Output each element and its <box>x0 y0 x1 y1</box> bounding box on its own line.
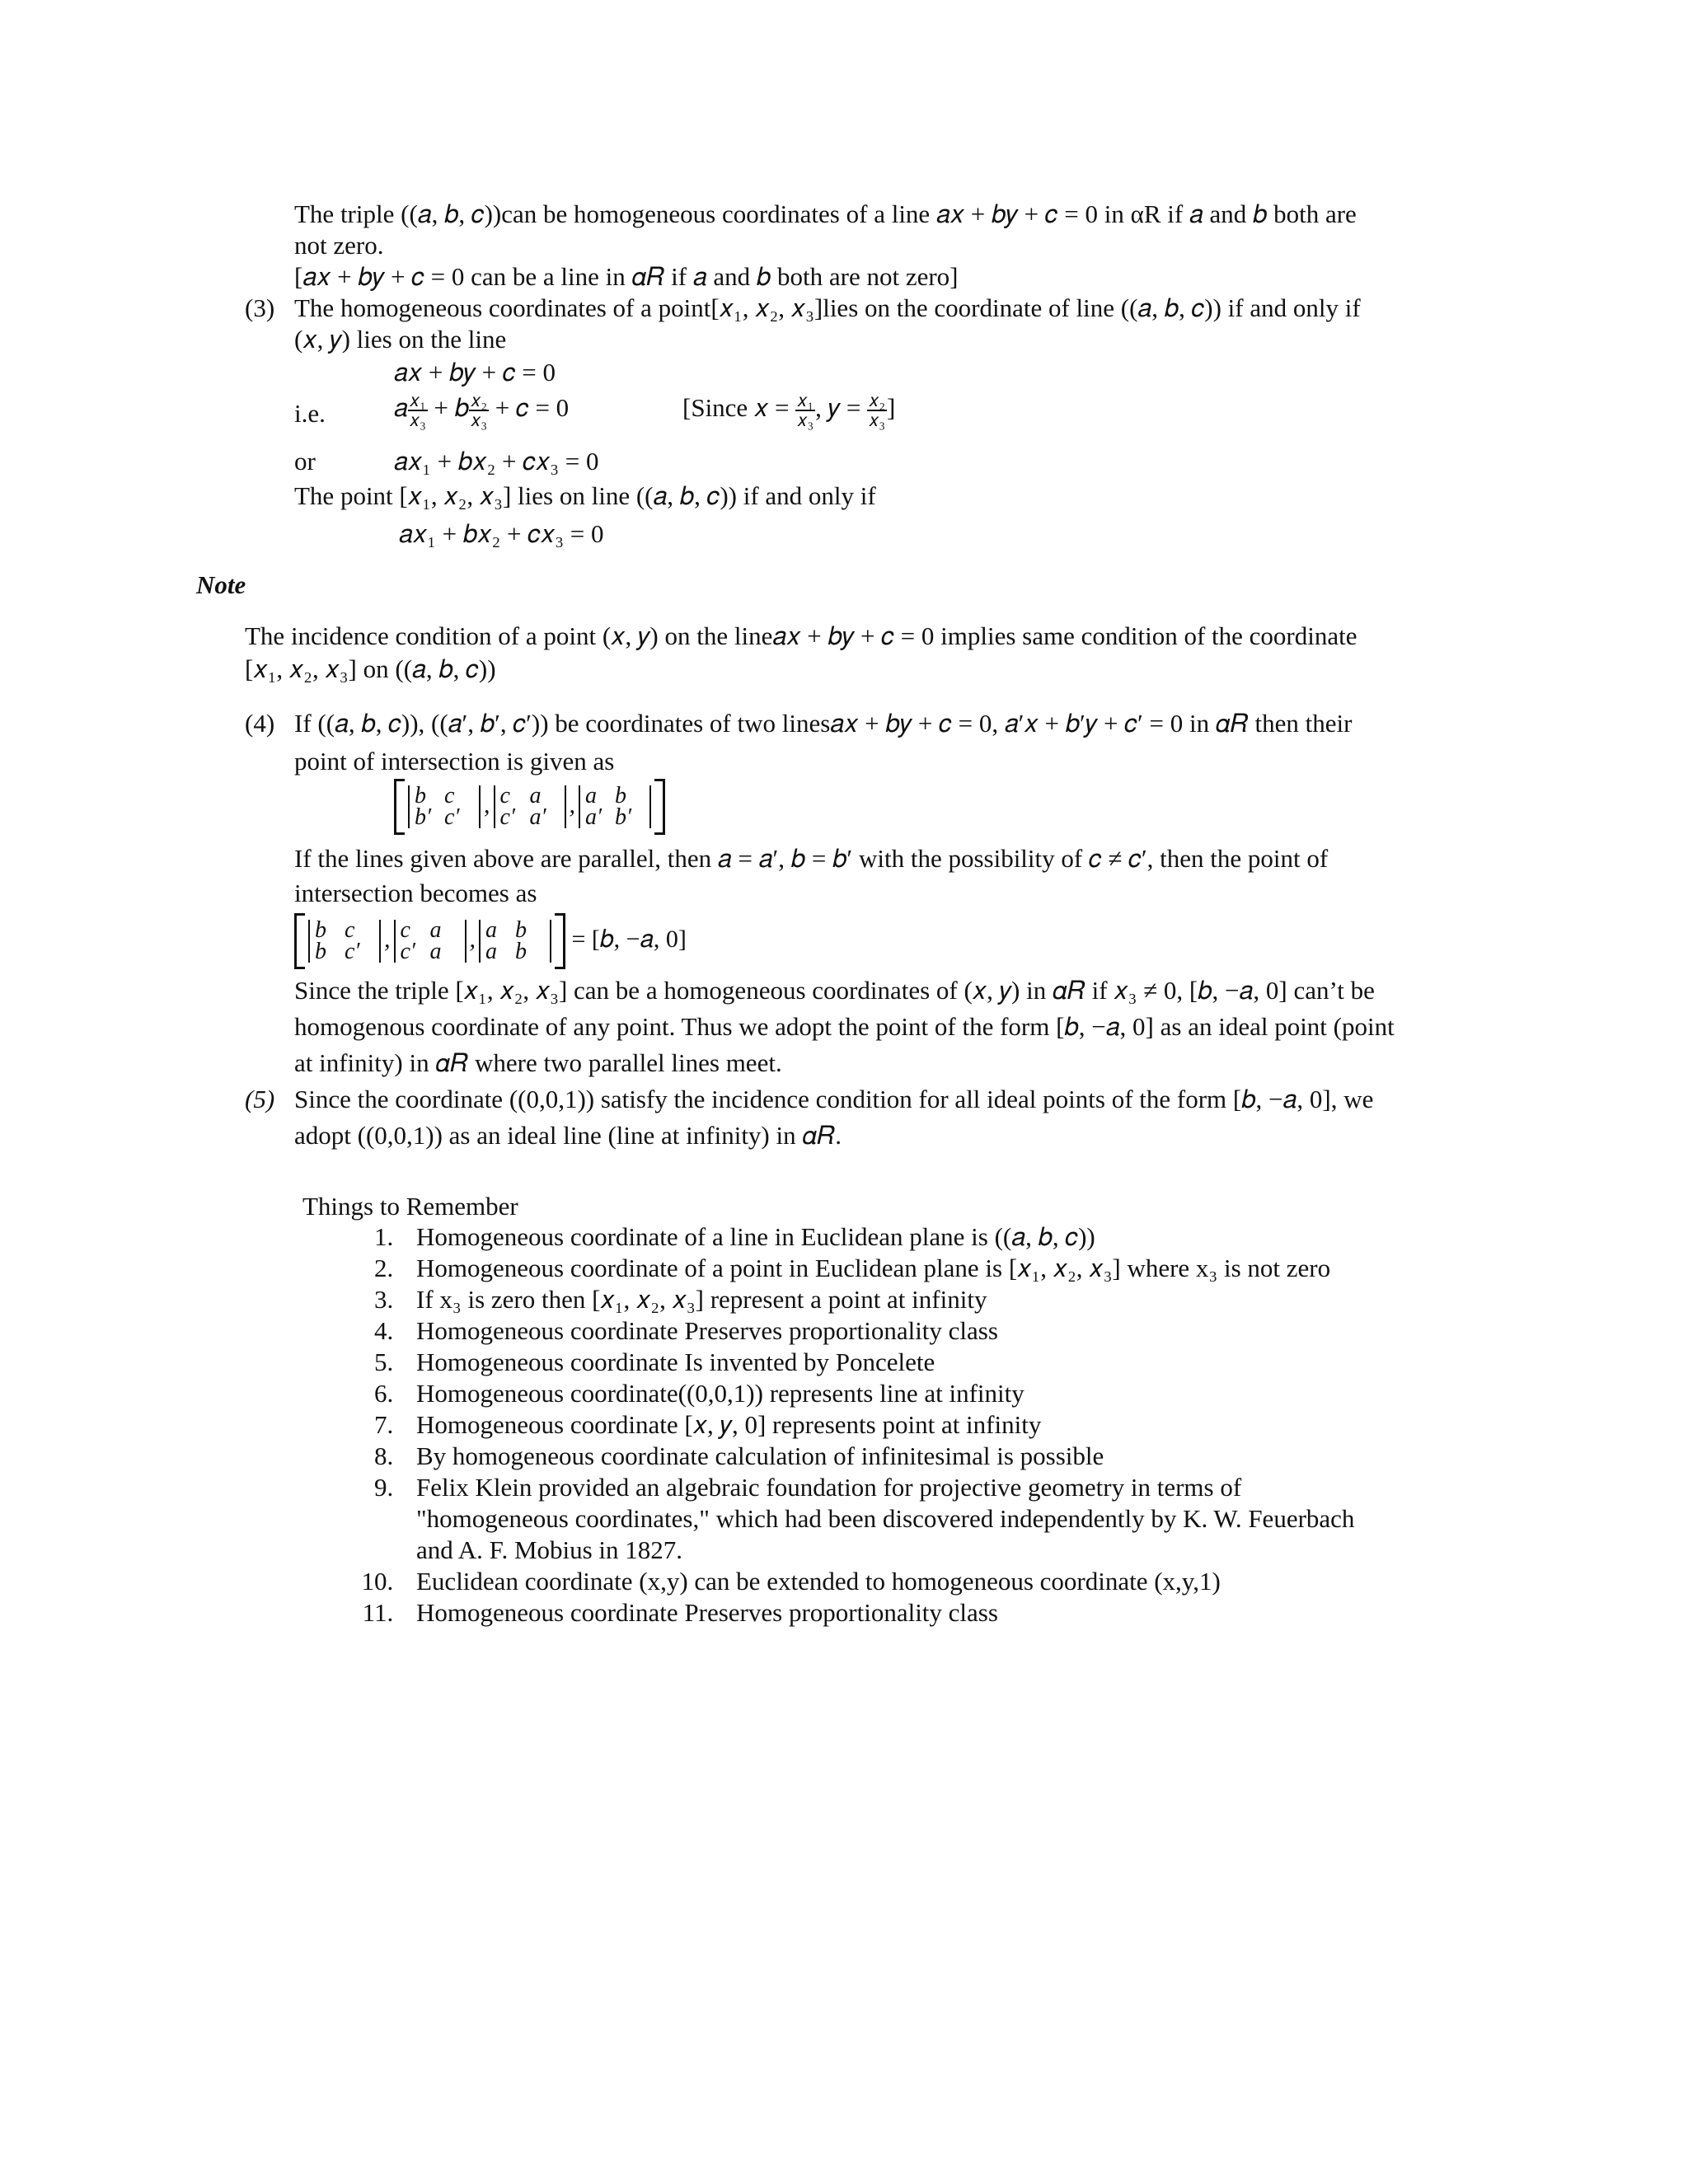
cell: b <box>515 917 527 943</box>
since-note <box>682 391 895 429</box>
denominator: 𝑥₃ <box>409 410 426 430</box>
cell: a <box>585 783 597 808</box>
cell: a′ <box>529 804 546 830</box>
item5-line-2: adopt ((0,0,1)) as an ideal line (line at infinity) in 𝛼𝑅. <box>294 1121 842 1150</box>
determinant-1 <box>408 785 481 828</box>
comma: , <box>469 925 476 953</box>
item3-line-1: The homogeneous coordinates of a point[𝑥₁, 𝑥₂, 𝑥₃]lies on the coordinate of line ((𝑎, 𝑏, 𝑐)) if and only if <box>294 293 1361 322</box>
cell: a <box>485 939 497 964</box>
numerator: 𝑥₂ <box>471 390 488 410</box>
eq2-c: + 𝑐 = 0 <box>495 393 570 423</box>
numerator: 𝑥₁ <box>797 390 814 410</box>
since-a: [Since 𝑥 = <box>682 393 790 423</box>
cell: b′ <box>615 804 632 830</box>
fraction-x1-x3 <box>408 391 428 429</box>
denominator: 𝑥₃ <box>869 410 886 430</box>
cell: a <box>429 917 442 943</box>
item4-line-5: Since the triple [𝑥₁, 𝑥₂, 𝑥₃] can be a homogeneous coordinates of (𝑥, 𝑦) in 𝛼𝑅 if 𝑥₃ ≠ 0, [𝑏, −𝑎, 0] can’t be <box>294 976 1375 1005</box>
eq2-a: 𝑎 <box>394 393 408 423</box>
determinant-4 <box>308 917 381 964</box>
numerator: 𝑥₂ <box>869 390 886 410</box>
intersection-matrix <box>394 779 665 835</box>
intro-line-3: [𝑎𝑥 + 𝑏𝑦 + 𝑐 = 0 can be a line in 𝛼𝑅 if 𝑎 and 𝑏 both are not zero] <box>294 262 959 291</box>
or-label: or <box>294 447 316 476</box>
item5-number: (5) <box>245 1085 275 1113</box>
item4-number: (4) <box>245 709 275 738</box>
cell: c′ <box>345 939 360 964</box>
list-item: 3. If x₃ is zero then [𝑥₁, 𝑥₂, 𝑥₃] represent a point at infinity <box>400 1284 1554 1315</box>
determinant-3 <box>579 785 651 828</box>
list-item: 11. Homogeneous coordinate Preserves proportionality class <box>400 1597 1554 1629</box>
cell: b <box>415 783 426 808</box>
fraction-x2-x3 <box>867 391 887 429</box>
cell: c′ <box>499 804 516 830</box>
item4-line-6: homogenous coordinate of any point. Thus we adopt the point of the form [𝑏, −𝑎, 0] as an ideal point (point <box>294 1012 1395 1041</box>
parallel-result: = [𝑏, −𝑎, 0] <box>571 925 687 953</box>
cell: a <box>485 917 497 943</box>
list-item: 8. By homogeneous coordinate calculation of infinitesimal is possible <box>400 1441 1554 1472</box>
determinant-2 <box>494 785 566 828</box>
cell: b′ <box>415 804 432 830</box>
cell: b <box>315 939 326 964</box>
cell: c <box>345 917 355 943</box>
item5-line-1: Since the coordinate ((0,0,1)) satisfy the incidence condition for all ideal points of the form [𝑏, −𝑎, 0], we <box>294 1085 1374 1113</box>
list-item: 4. Homogeneous coordinate Preserves proportionality class <box>400 1315 1554 1347</box>
ie-label: i.e. <box>294 399 326 428</box>
cell: c′ <box>400 939 416 964</box>
comma: , <box>569 790 575 818</box>
since-b: , 𝑦 = <box>815 393 861 423</box>
item4-line-1: If ((𝑎, 𝑏, 𝑐)), ((𝑎′, 𝑏′, 𝑐′)) be coordinates of two lines𝑎𝑥 + 𝑏𝑦 + 𝑐 = 0, 𝑎′𝑥 + 𝑏′𝑦 + 𝑐′ = 0 in 𝛼𝑅 then their <box>294 709 1353 738</box>
item4-line-3: If the lines given above are parallel, then 𝑎 = 𝑎′, 𝑏 = 𝑏′ with the possibility of 𝑐 ≠ 𝑐′, then the point of <box>294 844 1329 873</box>
remember-list <box>371 1221 1554 1629</box>
since-c: ] <box>887 393 896 423</box>
denominator: 𝑥₃ <box>797 410 814 430</box>
list-item: 9. Felix Klein provided an algebraic foundation for projective geometry in terms of "homogeneous coordinates," which had been discovered independently by K. W. Feuerbach and A. F. Mobius in 1827. <box>400 1472 1364 1566</box>
eq2-b: + 𝑏 <box>434 393 470 423</box>
fraction-x2-x3 <box>469 391 489 429</box>
cell: b <box>515 939 527 964</box>
cell: b <box>615 783 626 808</box>
determinant-6 <box>479 917 551 964</box>
cell: c <box>444 783 455 808</box>
item4-line-2: point of intersection is given as <box>294 747 615 776</box>
item3-line-3: The point [𝑥₁, 𝑥₂, 𝑥₃] lies on line ((𝑎, 𝑏, 𝑐)) if and only if <box>294 481 876 510</box>
item3-line-2: (𝑥, 𝑦) lies on the line <box>294 325 507 354</box>
right-bracket <box>555 913 565 969</box>
list-item: 6. Homogeneous coordinate((0,0,1)) represents line at infinity <box>400 1378 1554 1409</box>
list-item: 5. Homogeneous coordinate Is invented by Poncelete <box>400 1347 1554 1378</box>
list-item: 2. Homogeneous coordinate of a point in Euclidean plane is [𝑥₁, 𝑥₂, 𝑥₃] where x₃ is not zero <box>400 1253 1554 1284</box>
item3-equation-2 <box>394 391 569 429</box>
note-line-2: [𝑥₁, 𝑥₂, 𝑥₃] on ((𝑎, 𝑏, 𝑐)) <box>245 654 496 683</box>
parallel-matrix <box>294 913 687 969</box>
note-heading: Note <box>196 570 246 599</box>
denominator: 𝑥₃ <box>471 410 488 430</box>
list-item: 1. Homogeneous coordinate of a line in Euclidean plane is ((𝑎, 𝑏, 𝑐)) <box>400 1221 1554 1253</box>
cell: b <box>315 917 326 943</box>
left-bracket <box>294 913 305 969</box>
note-line-1: The incidence condition of a point (𝑥, 𝑦) on the line𝑎𝑥 + 𝑏𝑦 + 𝑐 = 0 implies same condition of the coordinate <box>245 621 1357 650</box>
list-item: 7. Homogeneous coordinate [𝑥, 𝑦, 0] represents point at infinity <box>400 1409 1554 1441</box>
intro-line-1: The triple ((𝑎, 𝑏, 𝑐))can be homogeneous coordinates of a line 𝑎𝑥 + 𝑏𝑦 + 𝑐 = 0 in αR if 𝑎 and 𝑏 both are <box>294 199 1357 228</box>
cell: c′ <box>444 804 460 830</box>
remember-heading: Things to Remember <box>302 1192 518 1221</box>
intro-line-2: not zero. <box>294 231 384 260</box>
comma: , <box>384 925 391 953</box>
item3-equation-4: 𝑎𝑥₁ + 𝑏𝑥₂ + 𝑐𝑥₃ = 0 <box>399 519 604 548</box>
fraction-x1-x3 <box>795 391 815 429</box>
item3-number: (3) <box>245 293 275 322</box>
item3-equation-1: 𝑎𝑥 + 𝑏𝑦 + 𝑐 = 0 <box>394 358 556 387</box>
cell: a′ <box>585 804 603 830</box>
item4-line-7: at infinity) in 𝛼𝑅 where two parallel lines meet. <box>294 1048 782 1077</box>
comma: , <box>484 790 490 818</box>
cell: c <box>400 917 410 943</box>
left-bracket <box>394 779 405 835</box>
cell: c <box>499 783 510 808</box>
determinant-5 <box>394 917 467 964</box>
cell: a <box>429 939 442 964</box>
item4-line-4: intersection becomes as <box>294 879 537 907</box>
right-bracket <box>654 779 665 835</box>
item3-equation-3: 𝑎𝑥₁ + 𝑏𝑥₂ + 𝑐𝑥₃ = 0 <box>394 447 599 476</box>
list-item: 10. Euclidean coordinate (x,y) can be extended to homogeneous coordinate (x,y,1) <box>400 1566 1554 1597</box>
cell: a <box>529 783 542 808</box>
numerator: 𝑥₁ <box>409 390 426 410</box>
